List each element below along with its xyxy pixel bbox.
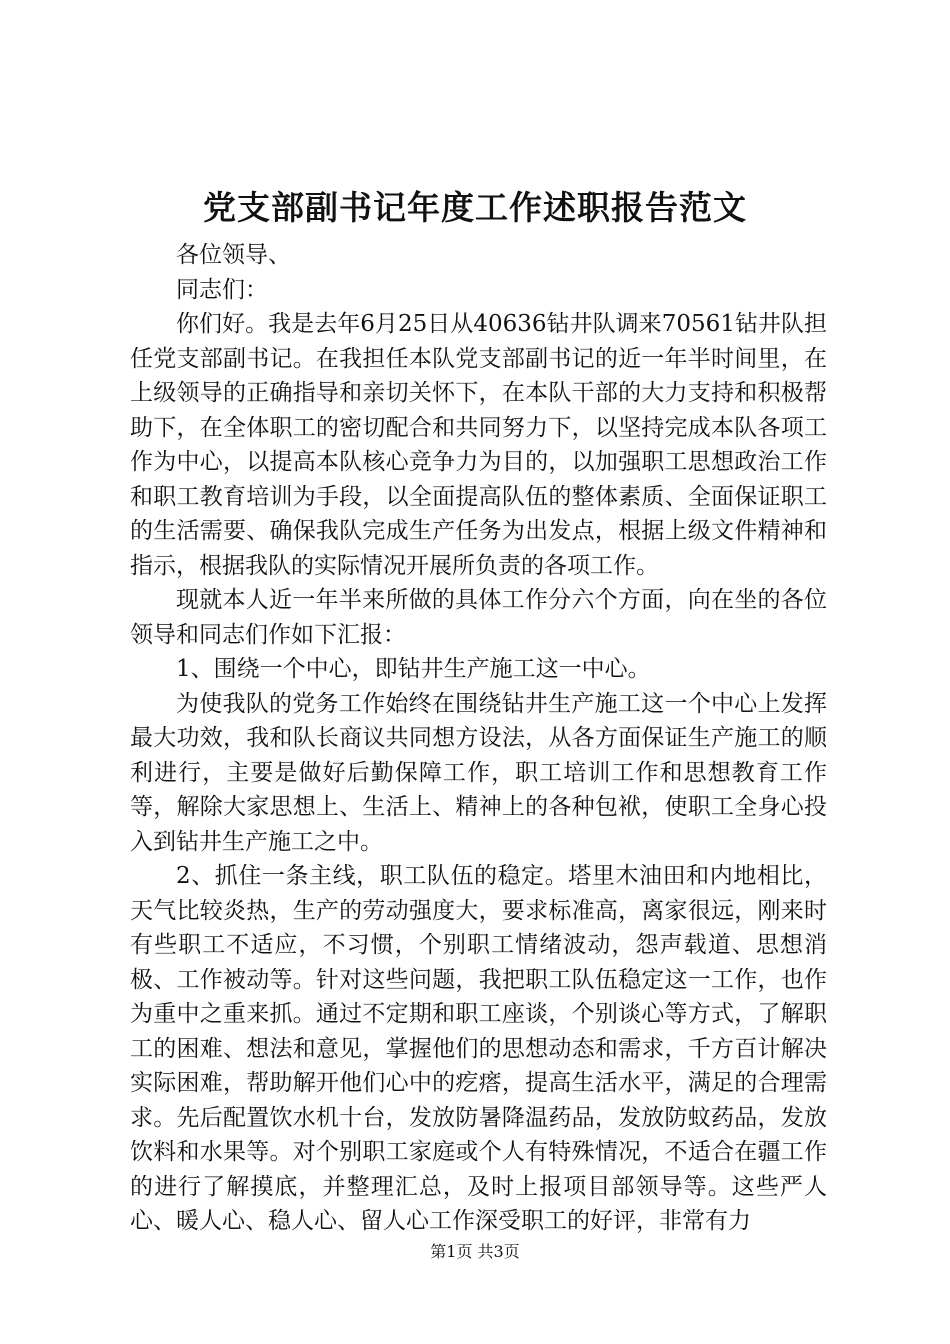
- body-paragraph: 为使我队的党务工作始终在围绕钻井生产施工这一个中心上发挥最大功效，我和队长商议共同想方设法，从各方面保证生产施工的顺利进行，主要是做好后勤保障工作，职工培训工作和思想教育工作等，解除大家思想上、生活上、精神上的各种包袱，使职工全身心投入到钻井生产施工之中。: [130, 690, 827, 855]
- salutation-line: 各位领导、: [176, 242, 291, 268]
- document-title: 党支部副书记年度工作述职报告范文: [203, 188, 747, 227]
- salutation-line: 同志们：: [176, 276, 268, 303]
- body-paragraph: 现就本人近一年半来所做的具体工作分六个方面，向在坐的各位领导和同志们作如下汇报：: [130, 587, 827, 648]
- section-heading: 1、围绕一个中心，即钻井生产施工这一中心。: [176, 656, 651, 682]
- document-body: [130, 238, 827, 1239]
- page-number-footer: 第1页 共3页: [430, 1242, 520, 1261]
- body-paragraph: 你们好。我是去年6月25日从40636钻井队调来70561钻井队担任党支部副书记。在我担任本队党支部副书记的近一年半时间里，在上级领导的正确指导和亲切关怀下，在本队干部的大力支持和积极帮助下，在全体职工的密切配合和共同努力下，以坚持完成本队各项工作为中心，以提高本队核心竞争力为目的，以加强职工思想政治工作和职工教育培训为手段，以全面提高队伍的整体素质、全面保证职工的生活需要、确保我队完成生产任务为出发点，根据上级文件精神和指示，根据我队的实际情况开展所负责的各项工作。: [130, 311, 827, 579]
- body-paragraph: 2、抓住一条主线，职工队伍的稳定。塔里木油田和内地相比，天气比较炎热，生产的劳动强度大，要求标准高，离家很远，刚来时有些职工不适应，不习惯，个别职工情绪波动，怨声载道、思想消极、工作被动等。针对这些问题，我把职工队伍稳定这一工作，也作为重中之重来抓。通过不定期和职工座谈，个别谈心等方式，了解职工的困难、想法和意见，掌握他们的思想动态和需求，千方百计解决实际困难，帮助解开他们心中的疙瘩，提高生活水平，满足的合理需求。先后配置饮水机十台，发放防暑降温药品，发放防蚊药品，发放饮料和水果等。对个别职工家庭或个人有特殊情况，不适合在疆工作的进行了解摸底，并整理汇总，及时上报项目部领导等。这些严人心、暖人心、稳人心、留人心工作深受职工的好评，非常有力: [130, 863, 827, 1234]
